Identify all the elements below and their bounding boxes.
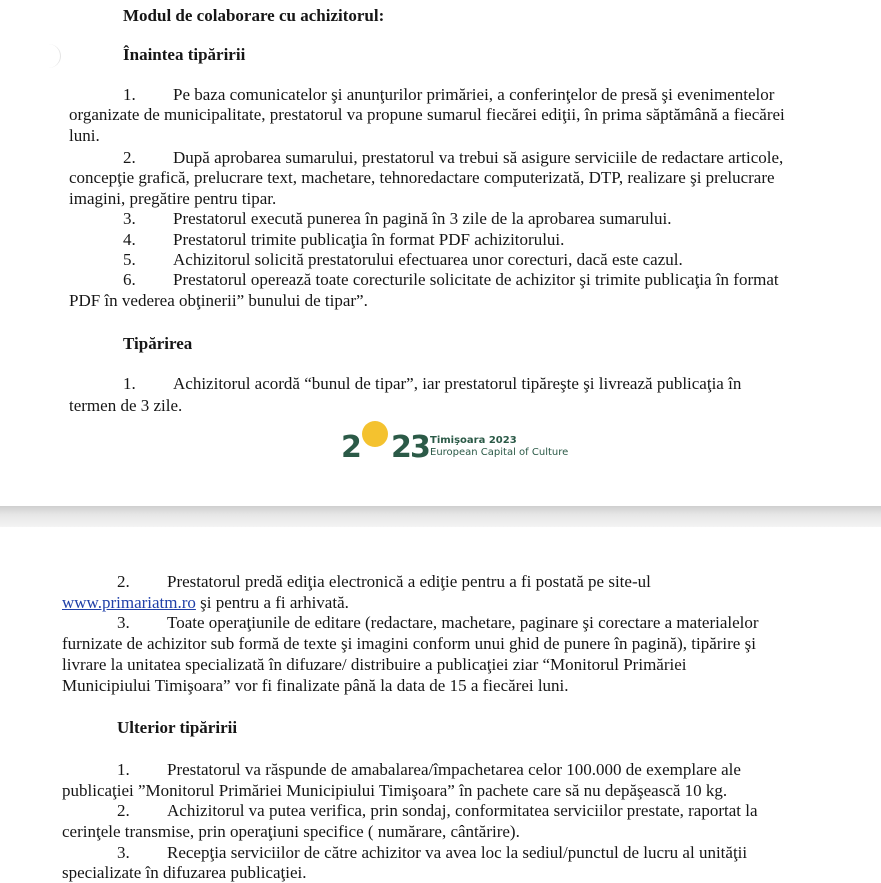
before-item-1-line-1: 1. Pe baza comunicatelor şi anunţurilor primăriei, a conferinţelor de presă şi evenimentelor — [123, 85, 775, 104]
after-item-3-line-2: specializate în difuzarea publicaţiei. — [62, 863, 307, 882]
sun-icon — [362, 421, 388, 447]
printing-item-3-line-3: livrare la unitatea specializată în difuzare/ distribuire a publicaţiei ziar “Monitorul Primăriei — [62, 655, 687, 674]
before-item-1-line-3: luni. — [69, 126, 100, 145]
printing-item-2-line-2: www.primariatm.ro şi pentru a fi arhivată. — [62, 593, 349, 612]
printing-item-3-line-1: 3. Toate operaţiunile de editare (redactare, machetare, paginare şi corectare a materialelor — [117, 613, 759, 632]
printing-item-3-line-4: Municipiului Timişoara” vor fi finalizate până la data de 15 a fiecărei luni. — [62, 676, 569, 695]
after-item-1-line-2: publicaţiei ”Monitorul Primăriei Municipiului Timişoara” în pachete care să nu depăşească 10 kg. — [62, 781, 728, 800]
primariatm-link[interactable]: www.primariatm.ro — [62, 593, 196, 612]
timisoara-2023-logo — [341, 421, 571, 467]
logo-digit-2b: 2 — [391, 430, 411, 465]
logo-digit-2: 2 — [341, 430, 361, 465]
printing-item-1-line-2: termen de 3 zile. — [69, 396, 183, 415]
section-before-printing-title: Înaintea tipăririi — [123, 45, 246, 64]
before-item-1-line-2: organizate de municipalitate, prestatorul va propune sumarul fiecărei ediţii, în prima săptămână a fiecărei — [69, 105, 785, 124]
printing-item-1-line-1: 1. Achizitorul acordă “bunul de tipar”, iar prestatorul tipăreşte şi livrează publicaţia în — [123, 374, 742, 393]
before-item-2-line-2: concepţie grafică, prelucrare text, machetare, tehnoredactare computerizată, DTP, realizare şi prelucrare — [69, 168, 775, 187]
document-page-2 — [0, 527, 881, 883]
after-item-2-line-2: cerinţele transmise, prin operaţiuni specifice ( numărare, cântărire). — [62, 822, 520, 841]
after-item-2-line-1: 2. Achizitorul va putea verifica, prin sondaj, conformitatea serviciilor prestate, raportat la — [117, 801, 758, 820]
before-item-6-line-1: 6. Prestatorul operează toate corecturile solicitate de achizitor şi trimite publicaţia în format — [123, 270, 779, 289]
before-item-5: 5. Achizitorul solicită prestatorului efectuarea unor corecturi, dacă este cazul. — [123, 250, 683, 269]
logo-digit-3: 3 — [410, 430, 430, 465]
page-separator — [0, 506, 881, 527]
section-printing-title: Tipărirea — [123, 334, 193, 353]
logo-title: Timişoara 2023 — [430, 435, 517, 446]
before-item-2-line-1: 2. După aprobarea sumarului, prestatorul va trebui să asigure serviciile de redactare articole, — [123, 148, 784, 167]
collaboration-heading: Modul de colaborare cu achizitorul: — [123, 6, 385, 25]
before-item-6-line-2: PDF în vederea obţinerii” bunului de tipar”. — [69, 291, 368, 310]
before-item-2-line-3: imagini, pregătire pentru tipar. — [69, 189, 277, 208]
before-item-4: 4. Prestatorul trimite publicaţia în format PDF achizitorului. — [123, 230, 565, 249]
after-item-1-line-1: 1. Prestatorul va răspunde de amabalarea/împachetarea celor 100.000 de exemplare ale — [117, 760, 741, 779]
printing-item-3-line-2: furnizate de achizitor sub formă de texte şi imagini conform unui ghid de punere în pagină), tipărire şi — [62, 634, 756, 653]
scan-mark — [36, 44, 61, 68]
printing-item-2-line-1: 2. Prestatorul predă ediţia electronică a ediţie pentru a fi postată pe site-ul — [117, 572, 651, 591]
after-item-3-line-1: 3. Recepţia serviciilor de către achizitor va avea loc la sediul/punctul de lucru al unităţii — [117, 843, 748, 862]
before-item-3: 3. Prestatorul execută punerea în pagină în 3 zile de la aprobarea sumarului. — [123, 209, 672, 228]
section-after-printing-title: Ulterior tipăririi — [117, 718, 238, 737]
logo-subtitle: European Capital of Culture — [430, 447, 569, 458]
